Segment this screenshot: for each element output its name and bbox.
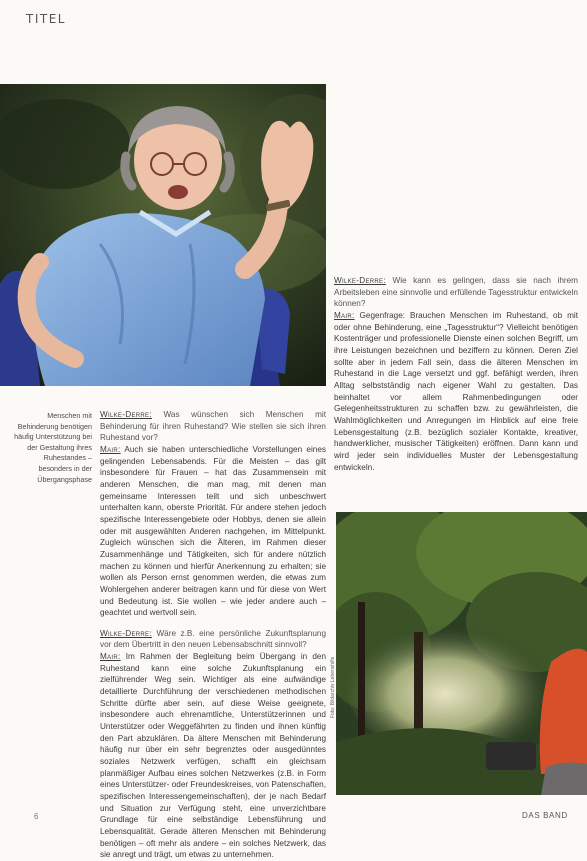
- question-2-text: Wäre z.B. eine persönliche Zukunftsplanung vor dem Übertritt in den neuen Lebensabschnitt sinnvoll?: [100, 628, 327, 650]
- answer-3-text: Gegenfrage: Brauchen Menschen im Ruhestand, ob mit oder ohne Behinderung, eine „Tagesstruktur“? Vielleicht benötigen Kostenträger und professionelle Dienste einen solchen Begriff, um ihre Leistungen bezeichnen und beziffern zu können. Deren Ziel sollte aber in jedem Fall sein, dass die älteren Menschen im Ruhestand in die Lage versetzt und ggf. befähigt werden, ihren Alltag selbstständig nach eigener Wahl zu gestalten. Das beinhaltet vor allem Rahmenbedingungen oder Gelegenheitsstrukturen zu schaffen bzw. zu gewährleisten, die Wahlmöglichkeiten und Anregungen im Hinblick auf eine freie Lebensgestaltung (z.B. bezüglich sozialer Kontakte, kreativer, handwerklicher, musischer Tätigkeiten) eröffnen. Dann kann und wird jeder sein individuelles Muster der Lebensgestaltung entwickeln.: [334, 310, 578, 472]
- interviewer-label: Wilke-Derre:: [334, 276, 386, 285]
- interviewer-label: Wilke-Derre:: [100, 628, 152, 638]
- answer-1: [100, 444, 326, 619]
- answer-3: [334, 310, 578, 473]
- answerer-label: Mair:: [334, 310, 355, 320]
- answerer-label: Mair:: [100, 444, 121, 454]
- interviewer-label: Wilke-Derre:: [100, 410, 152, 419]
- question-1: [100, 409, 326, 444]
- article-column-middle: [100, 409, 326, 861]
- question-3-text: Wie kann es gelingen, dass sie nach ihrem Arbeitsleben eine sinnvolle und erfüllende Tagesstruktur entwickeln können?: [334, 276, 578, 309]
- answer-1-text: Auch sie haben unterschiedliche Vorstellungen eines gelingenden Lebensabends. Für die Meisten – das gilt insbesondere für Frauen – hat das Zusammensein mit anderen Menschen, die man mag, mit denen man gemeinsame Interessen teilt und sich unbeschwert unterhalten kann, oberste Priorität. Für andere stehen jedoch spezifische Interessengebiete oder Hobbys, denen sie allein oder mit ausgewählten Anderen nachgehen, im Mittelpunkt. Zugleich wünschen sich die Älteren, im Rahmen dieser Zusammenhänge und Tätigkeiten, sich für andere nützlich machen zu können und hierfür Anerkennung zu erhalten; sie wollen als Person ernst genommen werden, die etwas zum Wohlergehen anderer beitragen kann und für diese von Wert und Bedeutung ist. Sie wollen – wie jeder andere auch – geachtet und wertvoll sein.: [100, 444, 326, 618]
- magazine-name: DAS BAND: [522, 811, 568, 820]
- article-column-right: [334, 87, 578, 473]
- answer-2: [100, 651, 326, 861]
- section-label: TITEL: [26, 12, 66, 26]
- photo-caption: Menschen mit Behinderung benötigen häufig Unterstützung bei der Gestaltung ihres Ruhestandes – besonders in der Übergangsphase: [14, 411, 92, 484]
- photo-illustration: [0, 84, 326, 386]
- question-2: [100, 628, 326, 651]
- answerer-label: Mair:: [100, 652, 121, 662]
- garden-illustration: [336, 512, 587, 795]
- page-number: 6: [34, 812, 39, 821]
- woman-waving-photo: [0, 84, 326, 386]
- garden-scene-photo: [336, 512, 587, 795]
- paragraph-gap: [334, 87, 578, 275]
- photo-credit: Foto: Bildarchiv Lebenshilfe: [330, 656, 336, 718]
- paragraph-gap: [100, 619, 326, 628]
- question-1-text: Was wünschen sich Menschen mit Behinderung für ihren Ruhestand? Wie stellen sie sich ihren Ruhestand vor?: [100, 410, 326, 443]
- answer-2-text: Im Rahmen der Begleitung beim Übergang in den Ruhestand kann eine solche Zukunftsplanung ein zielführender Weg sein. Wichtiger als eine aufwändige detaillierte Durchführung der verschiedenen methodischen Schritte dürfte aber sein, auf diese Weise geeignete, insbesondere auch ehrenamtliche, Unterstützerinnen und Unterstützer oder Weggefährten zu finden und ihnen künftig den Part abzuklären. Da ältere Menschen mit Behinderung häufig nur über ein sehr begrenztes oder ausgedünntes soziales Netzwerk verfügen, schafft ein gleichsam planmäßiger Aufbau eines solchen Netzwerkes (z.B. in Form eines Unterstützer- oder Freundeskreises, von Patenschaften, spezifischen Interessengemeinschaften), der je nach Bedarf und Situation zur Verfügung steht, eine unverzichtbare Grundlage für eine selbständige Lebensführung und Lebensqualität. Gerade älteren Menschen mit Behinderung benötigen – oft mehr als andere – ein solches Netzwerk, das sie anregt und trägt, um etwas zu unternehmen.: [100, 652, 326, 860]
- question-3: [334, 275, 578, 310]
